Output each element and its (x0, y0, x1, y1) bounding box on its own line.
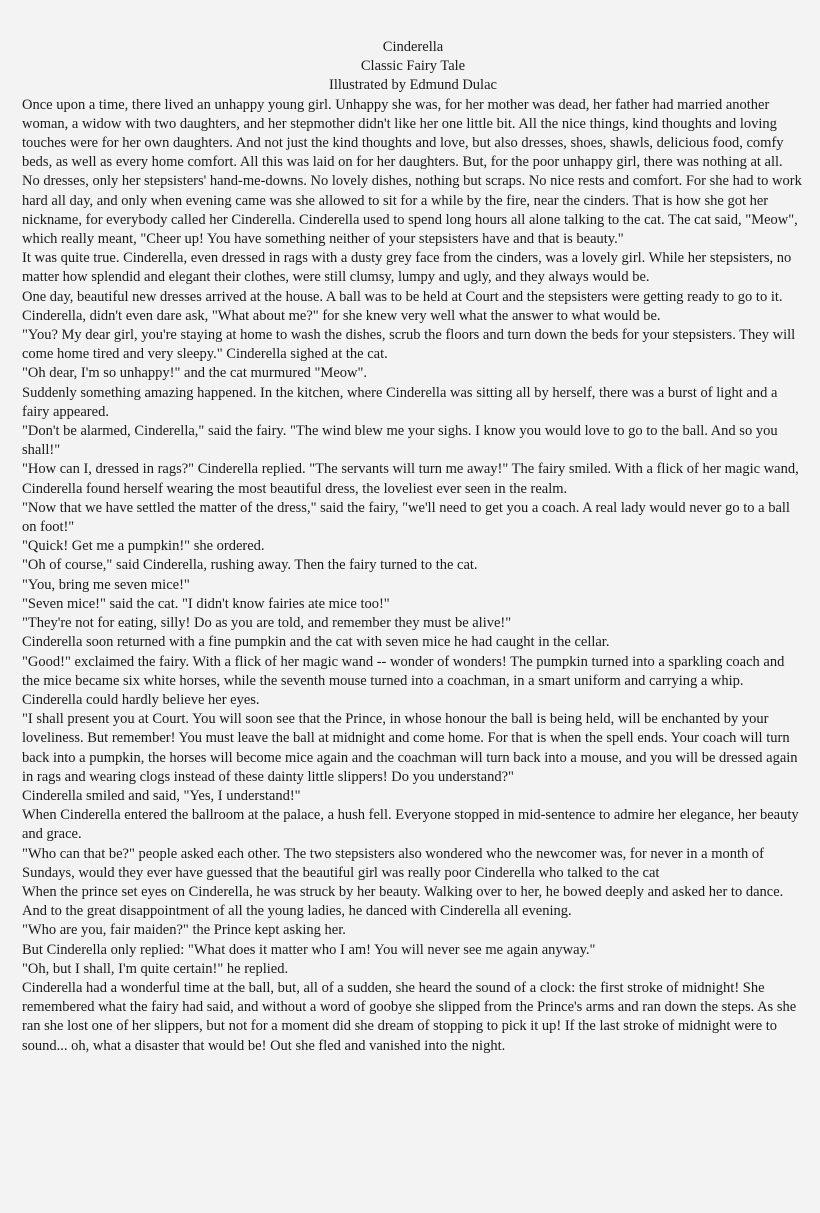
story-paragraph: It was quite true. Cinderella, even dressed in rags with a dusty grey face from the cinders, was a lovely girl. While her stepsisters, no matter how splendid and elegant their clothes, were still clumsy, lumpy and ugly, and they always would be. (22, 250, 792, 286)
story-paragraph: "Quick! Get me a pumpkin!" she ordered. (22, 538, 265, 555)
story-paragraph: Once upon a time, there lived an unhappy young girl. Unhappy she was, for her mother was dead, her father had married another woman, a widow with two daughters, and her stepmother didn't like her one little bit. All the nice things, kind thoughts and loving touches were for her own daughters. And not just the kind thoughts and love, but also dresses, shoes, shawls, delicious food, comfy beds, as well as every home comfort. All this was laid on for her daughters. But, for the poor unhappy girl, there was nothing at all. No dresses, only her stepsisters' hand-me-downs. No lovely dishes, nothing but scraps. No nice rests and comfort. For she had to work hard all day, and only when evening came was she allowed to sit for a while by the fire, near the cinders. That is how she got her nickname, for everybody called her Cinderella. Cinderella used to spend long hours all alone talking to the cat. The cat said, "Meow", which really meant, "Cheer up! You have something neither of your stepsisters have and that is beauty." (22, 96, 802, 248)
story-paragraph: Suddenly something amazing happened. In the kitchen, where Cinderella was sitting all by herself, there was a burst of light and a fairy appeared. (22, 384, 778, 420)
story-paragraph: "How can I, dressed in rags?" Cinderella replied. "The servants will turn me away!" The fairy smiled. With a flick of her magic wand, Cinderella found herself wearing the most beautiful dress, the loveliest ever seen in the realm. (22, 461, 799, 497)
story-paragraph: "You, bring me seven mice!" (22, 576, 190, 593)
story-paragraph: "Now that we have settled the matter of the dress," said the fairy, "we'll need to get you a coach. A real lady would never go to a ball on foot!" (22, 499, 790, 536)
story-paragraph: "Who are you, fair maiden?" the Prince kept asking her. (22, 922, 346, 939)
document-header (22, 38, 804, 96)
story-paragraph: Cinderella smiled and said, "Yes, I understand!" (22, 787, 301, 804)
story-paragraph: "Seven mice!" said the cat. "I didn't know fairies ate mice too!" (22, 595, 390, 612)
story-paragraph: Cinderella had a wonderful time at the ball, but, all of a sudden, she heard the sound of a clock: the first stroke of midnight! She remembered what the fairy had said, and without a word of goobye she slipped from the Prince's arms and ran down the steps. As she ran she lost one of her slippers, but not for a moment did she dream of stopping to pick it up! If the last stroke of midnight were to sound... oh, what a disaster that would be! Out she fled and vanished into the night. (22, 979, 797, 1054)
story-subtitle: Classic Fairy Tale (360, 58, 466, 75)
story-paragraph: "Good!" exclaimed the fairy. With a flick of her magic wand -- wonder of wonders! The pumpkin turned into a sparkling coach and the mice became six white horses, while the seventh mouse turned into a coachman, in a smart uniform and carrying a whip. Cinderella could hardly believe her eyes. (22, 653, 785, 708)
story-paragraph: "Oh dear, I'm so unhappy!" and the cat murmured "Meow". (22, 365, 368, 382)
story-paragraph: "They're not for eating, silly! Do as you are told, and remember they must be alive!" (22, 615, 512, 632)
story-paragraph: "I shall present you at Court. You will soon see that the Prince, in whose honour the ball is being held, will be enchanted by your loveliness. But remember! You must leave the ball at midnight and come home. For that is when the spell ends. Your coach will turn back into a pumpkin, the horses will become mice again and the coachman will turn back into a mouse, and you will be dressed again in rags and wearing clogs instead of these dainty little slippers! Do you understand?" (22, 711, 798, 785)
story-body (22, 96, 804, 1056)
story-paragraph: One day, beautiful new dresses arrived at the house. A ball was to be held at Court and the stepsisters were getting ready to go to it. Cinderella, didn't even dare ask, "What about me?" for she knew very well what the answer to what would be. (22, 288, 783, 324)
illustrator-credit: Illustrated by Edmund Dulac (329, 77, 497, 94)
story-paragraph: "Oh, but I shall, I'm quite certain!" he replied. (22, 960, 289, 977)
story-paragraph: "Who can that be?" people asked each other. The two stepsisters also wondered who the newcomer was, for never in a month of Sundays, would they ever have guessed that the beautiful girl was really poor Cinderella who talked to the cat (22, 845, 764, 881)
story-paragraph: When Cinderella entered the ballroom at the palace, a hush fell. Everyone stopped in mid-sentence to admire her elegance, her beauty and grace. (22, 807, 799, 843)
story-paragraph: But Cinderella only replied: "What does it matter who I am! You will never see me again anyway." (22, 941, 596, 958)
story-title: Cinderella (382, 39, 444, 55)
story-paragraph: When the prince set eyes on Cinderella, he was struck by her beauty. Walking over to her, he bowed deeply and asked her to dance. And to the great disappointment of all the young ladies, he danced with Cinderella all evening. (22, 883, 784, 920)
story-paragraph: Cinderella soon returned with a fine pumpkin and the cat with seven mice he had caught in the cellar. (22, 634, 610, 651)
story-paragraph: "Don't be alarmed, Cinderella," said the fairy. "The wind blew me your sighs. I know you would love to go to the ball. And so you shall!" (22, 423, 778, 459)
story-paragraph: "You? My dear girl, you're staying at home to wash the dishes, scrub the floors and turn down the beds for your stepsisters. They will come home tired and very sleepy." Cinderella sighed at the cat. (22, 327, 796, 363)
story-paragraph: "Oh of course," said Cinderella, rushing away. Then the fairy turned to the cat. (22, 557, 478, 574)
